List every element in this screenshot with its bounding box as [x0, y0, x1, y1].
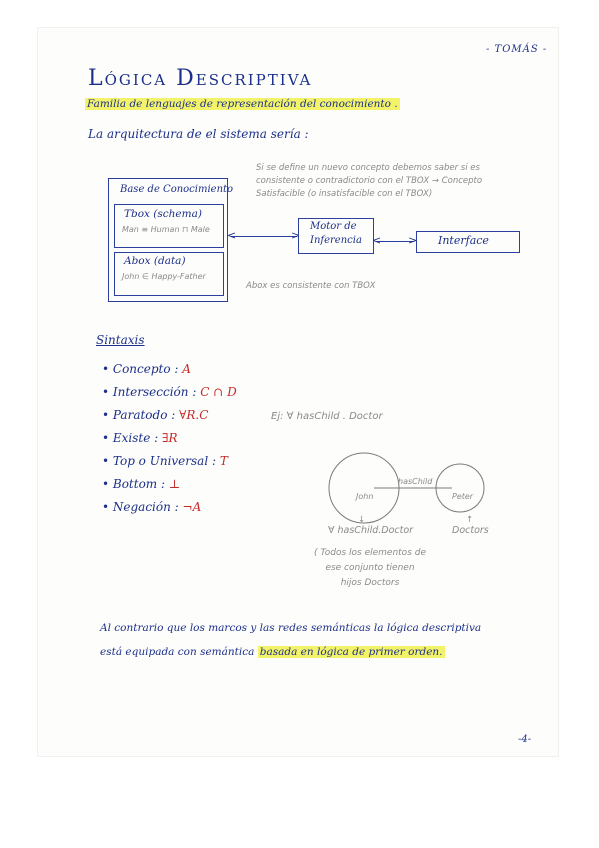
notebook-page [38, 28, 558, 756]
syntax-item: • Bottom : ⊥ [102, 477, 181, 491]
knowledge-base-title: Base de Conocimiento [120, 184, 234, 195]
diagram-note-bottom: Abox es consistente con TBOX [246, 281, 376, 291]
venn-relation-label: hasChild [398, 477, 433, 486]
syntax-item: • Existe : ∃R [102, 431, 178, 445]
syntax-item: • Paratodo : ∀R.C [102, 408, 209, 422]
page-title: Lógica Descriptiva [88, 66, 313, 91]
arrow-head-left-2: < [372, 234, 382, 247]
syntax-item: • Intersección : C ∩ D [102, 385, 237, 399]
subtitle: Familia de lenguajes de representación del conocimiento . [87, 98, 398, 110]
author-header: - TOMÁS - [486, 44, 548, 55]
syntax-heading: Sintaxis [96, 333, 145, 347]
conclusion-line1: Al contrario que los marcos y las redes semánticas la lógica descriptiva [100, 622, 482, 634]
tbox-example: Man ≡ Human ⊓ Male [122, 225, 210, 234]
page-number: -4- [518, 734, 532, 745]
venn-left-caption: ∀ hasChild.Doctor [328, 525, 414, 536]
interface-label: Interface [438, 234, 489, 247]
engine-label-line2: Inferencia [310, 235, 362, 246]
venn-right-node: Peter [452, 492, 474, 501]
arrow-head-right-2: > [408, 234, 418, 247]
venn-right-caption: Doctors [452, 525, 489, 536]
arrow-head-left: < [227, 229, 237, 242]
venn-right-arrow: ↑ [466, 515, 474, 525]
tbox-label: Tbox (schema) [124, 208, 202, 220]
syntax-item: • Concepto : A [102, 362, 191, 376]
syntax-example: Ej: ∀ hasChild . Doctor [271, 411, 383, 422]
conclusion-line2: está equipada con semántica basada en lógica de primer orden. [100, 646, 443, 658]
syntax-item: • Negación : ¬A [102, 500, 202, 514]
venn-left-node: John [356, 492, 374, 501]
abox-example: John ∈ Happy-Father [122, 272, 206, 281]
kb-engine-arrow [231, 236, 297, 237]
diagram-note-top: Si se define un nuevo concepto debemos saber si es consistente o contradictorio con el TBOX → Concepto Satisfacible (o insatisfacible con el TBOX) [256, 163, 483, 199]
venn-left-arrow: ↓ [358, 515, 366, 525]
arrow-head-right: > [291, 229, 301, 242]
syntax-item: • Top o Universal : T [102, 454, 228, 468]
abox-label: Abox (data) [124, 255, 186, 267]
venn-note: ( Todos los elementos de ese conjunto tienen hijos Doctors [313, 548, 426, 588]
intro-text: La arquitectura de el sistema sería : [88, 127, 309, 141]
engine-label-line1: Motor de [310, 221, 357, 232]
